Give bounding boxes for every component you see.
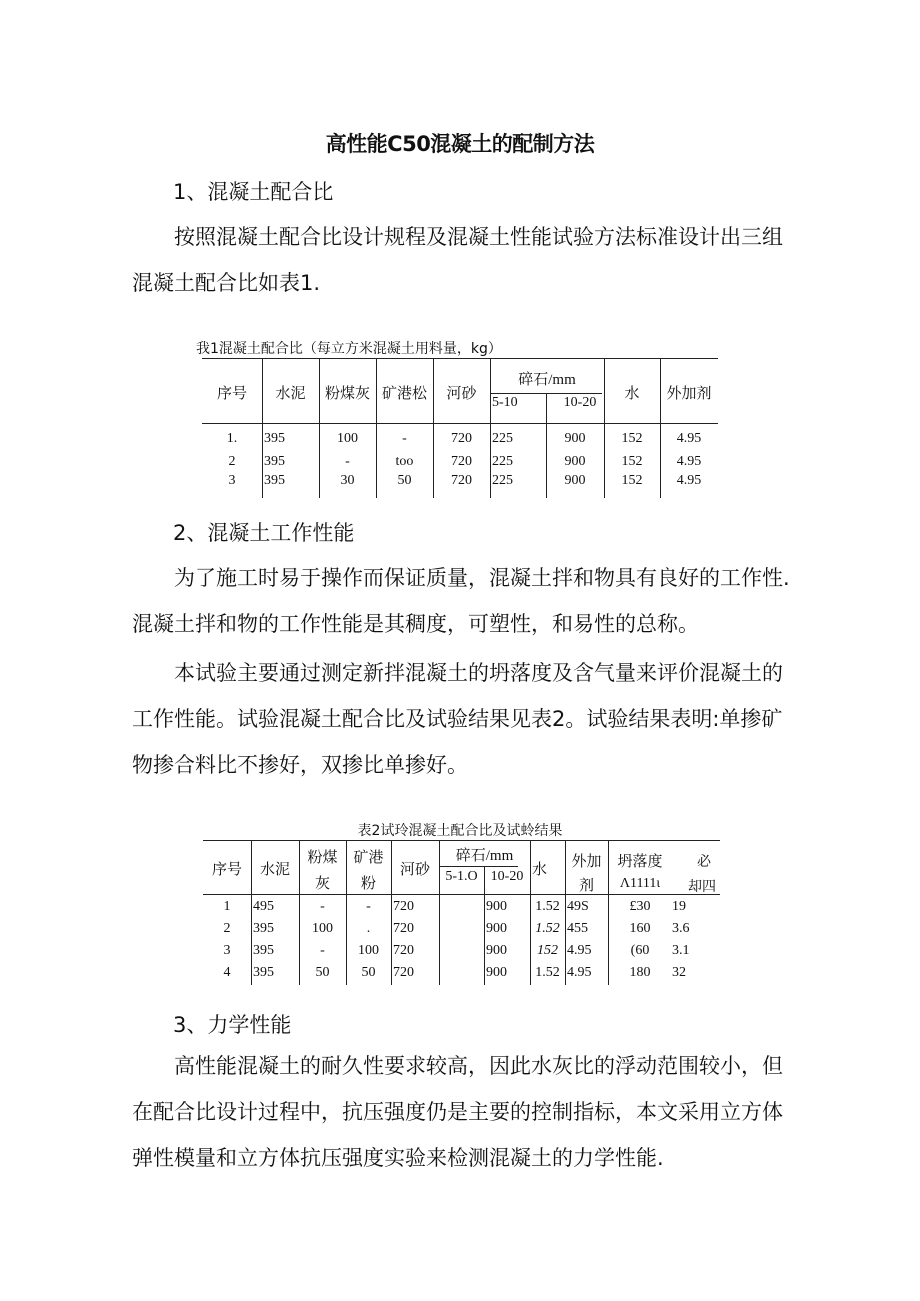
- section-1-heading: 1、混凝土配合比: [173, 180, 334, 204]
- table1-row-cell: 395: [264, 431, 285, 446]
- table1-row-cell: 1.: [226, 431, 238, 446]
- table2-row-cell: 395: [253, 943, 274, 958]
- t2-header-flyash-a: 粉煤: [307, 850, 338, 866]
- table2-row-cell: 1: [223, 899, 231, 914]
- table2-row-cell: 1.52: [535, 921, 560, 936]
- table2-row-cell: 720: [393, 921, 414, 936]
- table1-row-cell: 900: [564, 473, 586, 488]
- t2-header-flyash-b: 灰: [314, 876, 330, 892]
- table1-row-cell: 152: [621, 454, 643, 469]
- t1-header-seq: 序号: [216, 386, 247, 402]
- section-2-heading: 2、混凝土工作性能: [173, 521, 355, 545]
- table1-row-cell: 720: [451, 473, 472, 488]
- t2-header-seq: 序号: [211, 862, 242, 878]
- section-3-heading: 3、力学性能: [173, 1013, 292, 1037]
- table2-row-cell: 4.95: [567, 943, 592, 958]
- table2-row-cell: 160: [629, 921, 651, 936]
- table1-row-cell: 152: [621, 473, 643, 488]
- table1-row-cell: 50: [397, 473, 412, 488]
- table2-row-cell: 152: [537, 943, 558, 958]
- table1-row-cell: -: [402, 431, 407, 446]
- table1-row-cell: -: [345, 454, 350, 469]
- table2-row-cell: 19: [672, 899, 686, 914]
- table-1-caption: 我1混凝土配合比（每立方米混凝土用料量，kg）: [196, 341, 502, 357]
- section-2-paragraph-2: 本试验主要通过测定新拌混凝土的坍落度及含气量来评价混凝土的工作性能。试验混凝土配合比及试验结果见表2。试验结果表明:单掺矿物掺合料比不掺好，双掺比单掺好。: [132, 661, 783, 777]
- table2-row-cell: 32: [672, 965, 686, 980]
- table2-row-cell: 4.95: [567, 965, 592, 980]
- t2-header-admixture-a: 外加: [571, 854, 602, 870]
- t1-header-gravel: 碎石/mm: [518, 372, 576, 388]
- table2-row-cell: 50: [315, 965, 330, 980]
- table1-row-cell: 225: [492, 473, 513, 488]
- table2-row-cell: 495: [253, 899, 274, 914]
- table2-row-cell: 455: [567, 921, 588, 936]
- table1-row-cell: 720: [451, 454, 472, 469]
- table1-row-cell: 900: [564, 431, 586, 446]
- t2-header-slag-a: 矿港: [353, 850, 384, 866]
- t2-header-slag-b: 粉: [360, 876, 376, 892]
- table2-row-cell: 395: [253, 921, 274, 936]
- table1-row-cell: 395: [264, 473, 285, 488]
- table1-row-cell: 225: [492, 454, 513, 469]
- table1-row-cell: 720: [451, 431, 472, 446]
- table-2-caption: 表2试玲混凝土配合比及试蛉结果: [357, 823, 563, 839]
- t1-header-flyash: 粉煤灰: [324, 386, 370, 402]
- t2-header-gravel-5-1: 5-1.O: [445, 869, 478, 884]
- t2-header-admixture-b: 剂: [578, 878, 594, 894]
- table2-row-cell: 2: [223, 921, 231, 936]
- table1-row-cell: 2: [228, 454, 236, 469]
- table1-row-cell: 4.95: [676, 454, 702, 469]
- table2-row-cell: 50: [361, 965, 376, 980]
- table2-row-cell: .: [366, 921, 371, 936]
- t2-header-air-b: 却四: [688, 880, 716, 895]
- table1-row-cell: 100: [337, 431, 358, 446]
- t1-header-cement: 水泥: [275, 386, 306, 402]
- table2-row-cell: 720: [393, 943, 414, 958]
- table2-row-cell: 900: [486, 899, 507, 914]
- t2-header-gravel-10-20: 10-20: [490, 869, 524, 884]
- t1-header-slag: 矿港松: [381, 386, 427, 402]
- table2-row-cell: 180: [629, 965, 651, 980]
- table2-row-cell: 1.52: [535, 899, 560, 914]
- t2-header-sand: 河砂: [399, 862, 430, 878]
- t1-header-water: 水: [624, 386, 640, 402]
- table2-row-cell: -: [320, 943, 325, 958]
- section-2-paragraph-1: 为了施工时易于操作而保证质量，混凝土拌和物具有良好的工作性.混凝土拌和物的工作性能是其稠度，可塑性，和易性的总称。: [132, 566, 790, 636]
- table1-row-cell: 152: [621, 431, 643, 446]
- section-3-paragraph: 高性能混凝土的耐久性要求较高，因此水灰比的浮动范围较小，但在配合比设计过程中，抗压强度仍是主要的控制指标，本文采用立方体弹性模量和立方体抗压强度实验来检测混凝土的力学性能.: [132, 1054, 783, 1170]
- table1-row-cell: 225: [492, 431, 513, 446]
- t2-header-water: 水: [532, 862, 548, 878]
- table2-row-cell: 720: [393, 965, 414, 980]
- page-title: 高性能C50混凝土的配制方法: [325, 132, 595, 156]
- table2-row-cell: (60: [630, 943, 650, 958]
- table2-row-cell: 900: [486, 943, 507, 958]
- t1-header-gravel-10-20: 10-20: [563, 395, 597, 410]
- table2-row-cell: 100: [358, 943, 379, 958]
- table2-row-cell: 395: [253, 965, 274, 980]
- table1-row-cell: too: [395, 454, 414, 469]
- table1-row-cell: 4.95: [676, 473, 702, 488]
- t2-header-slump: 坍落度: [617, 854, 663, 870]
- t1-header-gravel-5-10: 5-10: [492, 395, 518, 410]
- table1-row-cell: 30: [340, 473, 355, 488]
- t2-header-air-a: 必: [697, 855, 711, 870]
- table2-row-cell: 900: [486, 965, 507, 980]
- table1-row-cell: 900: [564, 454, 586, 469]
- table2-row-cell: 100: [312, 921, 333, 936]
- t1-header-admixture: 外加剂: [666, 386, 712, 402]
- table2-row-cell: 720: [393, 899, 414, 914]
- t2-header-gravel: 碎石/mm: [455, 848, 514, 864]
- t2-header-slump-unit: Λ1111ι: [619, 876, 661, 891]
- table2-row-cell: 3.1: [672, 943, 690, 958]
- table2-row-cell: -: [320, 899, 325, 914]
- table2-row-cell: 49S: [567, 899, 589, 914]
- section-1-paragraph: 按照混凝土配合比设计规程及混凝土性能试验方法标准设计出三组混凝土配合比如表1.: [132, 225, 783, 295]
- table2-row-cell: 1.52: [535, 965, 560, 980]
- table1-row-cell: 3: [228, 473, 236, 488]
- table2-row-cell: -: [366, 899, 371, 914]
- table2-row-cell: 3.6: [672, 921, 690, 936]
- table2-row-cell: £30: [629, 899, 651, 914]
- table1-row-cell: 395: [264, 454, 285, 469]
- table2-row-cell: 4: [223, 965, 231, 980]
- t2-header-cement: 水泥: [259, 862, 290, 878]
- table2-row-cell: 900: [486, 921, 507, 936]
- t1-header-sand: 河砂: [446, 386, 477, 402]
- table2-row-cell: 3: [223, 943, 231, 958]
- table1-row-cell: 4.95: [676, 431, 702, 446]
